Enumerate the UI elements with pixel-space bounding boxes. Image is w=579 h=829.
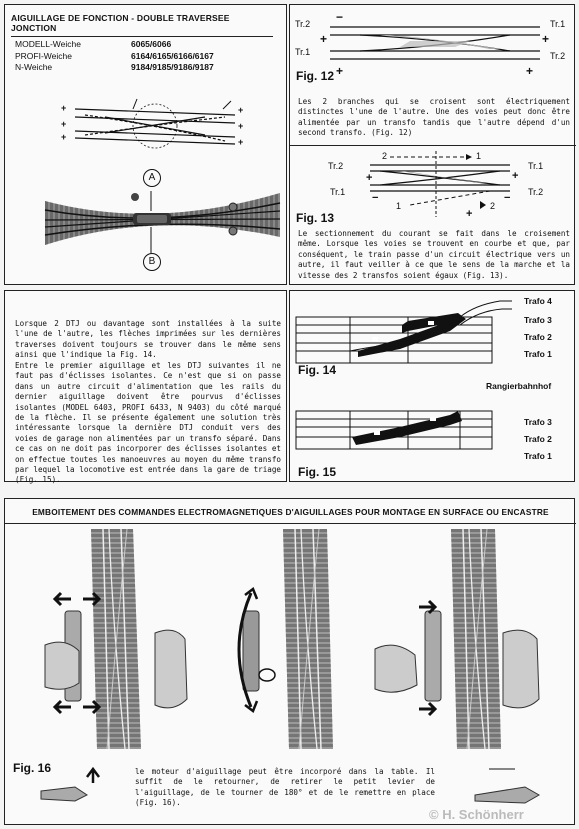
svg-text:−: − [336,10,344,24]
svg-text:−: − [504,192,511,204]
svg-text:+: + [238,105,244,115]
fig13-label: Fig. 13 [296,211,335,225]
svg-text:+: + [238,121,244,131]
marker-a: A [143,169,161,187]
fig13-num1-top: 1 [476,151,482,161]
svg-text:+: + [320,32,328,46]
rangierbahnhof-label: Rangierbahnhof [486,381,552,391]
section2-paragraph-1: Lorsque 2 DTJ ou davantage sont installées à la suite l'une de l'autre, les flèches imprimées sur les dernières traverses doivent toujours se trouver dans le même sens ainsi que l'indique la Fig. 14. [15,319,281,360]
fig15-trafo3: Trafo 3 [524,417,552,427]
fig14-trafo1: Trafo 1 [524,349,552,359]
model-name: PROFI-Weiche [15,50,72,61]
model-code: 9184/9185/9186/9187 [131,62,214,72]
svg-text:+: + [238,137,244,147]
model-name: MODELL-Weiche [15,39,81,49]
model-code: 6164/6165/6166/6167 [131,50,214,61]
svg-text:−: − [372,192,379,204]
fig13-tr2-right: Tr.2 [528,187,544,197]
fig13-tr1-right: Tr.1 [528,161,544,171]
track-photo [5,5,288,286]
svg-text:+: + [526,64,534,78]
fig14-trafo3: Trafo 3 [524,315,552,325]
svg-text:+: + [542,32,550,46]
fig13-tr2-left: Tr.2 [328,161,344,171]
fig15-label: Fig. 15 [298,465,337,479]
svg-text:+: + [466,208,473,220]
section2-left-panel [4,290,287,485]
section1-title: AIGUILLAGE DE FONCTION - DOUBLE TRAVERSEE JONCTION [11,13,273,37]
section2-paragraph-2: Entre le premier aiguillage et les DTJ suivantes il ne faut pas d'éclisses isolantes. Ce n'est que si on passe dans un autre circuit d'alimentation que les rails du dernier aiguillage doivent être pourvus d'éclisses isolantes (MODEL 6403, PROFI 6433, N 9403) du côté marqué de la flèche. Il se présente également une solution très intéressante lorsque la dernière DTJ conduit vers des voies de garage non alimentées par un transfo séparé. Dans ce cas on ne doit pas incorporer des éclisses isolantes et on effectue toutes les manoeuvres au moyen du même transfo par lequel la locomotive est entrée dans la gare de triage (Fig. 15). [15,361,281,485]
fig13-num1-bottom: 1 [396,201,402,211]
model-code: 6065/6066 [131,39,172,49]
svg-text:+: + [61,132,67,142]
svg-text:+: + [336,64,344,78]
section1-left-panel [4,4,287,285]
fig15-trafo2: Trafo 2 [524,434,552,444]
svg-text:+: + [366,172,373,184]
fig15-trafo1: Trafo 1 [524,451,552,461]
fig12-text: Les 2 branches qui se croisent sont électriquement distinctes l'une de l'autre. Une des voies peut donc être alimentée par un transfo tandis que l'autre dépend d'un second transfo. (Fig. 12) [298,97,570,138]
fig12-tr1-left: Tr.1 [295,47,311,57]
fig14-trafo2: Trafo 2 [524,332,552,342]
model-name: N-Weiche [15,62,53,72]
fig13-text: Le sectionnement du courant se fait dans le croisement même. Lorsque les voies se trouvent en courbe et que, par conséquent, le train passe d'un circuit électrique vers un autre, il faut veiller à ce que le sens de la marche et la vitesse des 2 transfos soient égaux (Fig. 13). [298,229,570,280]
fig13-num2-bottom: 2 [490,201,496,211]
svg-text:+: + [61,119,67,129]
marker-b: B [143,253,161,271]
fig16-label: Fig. 16 [13,761,52,775]
svg-text:+: + [512,170,519,182]
section1-right-panel [289,4,575,285]
section2-right-panel [289,290,575,482]
fig14-trafo4: Trafo 4 [524,296,552,306]
watermark: © H. Schönherr [429,807,524,822]
section3-panel [4,498,575,825]
fig14-label: Fig. 14 [298,363,337,377]
fig12-tr2-left: Tr.2 [295,19,311,29]
section3-title: EMBOITEMENT DES COMMANDES ELECTROMAGNETIQUES D'AIGUILLAGES POUR MONTAGE EN SURFACE OU ENCASTRE [5,507,576,524]
fig12-label: Fig. 12 [296,69,335,83]
fig12-tr2-right: Tr.2 [550,51,566,61]
fig13-num2: 2 [382,151,388,161]
fig12-tr1-right: Tr.1 [550,19,566,29]
fig13-diagram [290,5,576,235]
svg-text:+: + [61,103,67,113]
fig16-text: le moteur d'aiguillage peut être incorporé dans la table. Il suffit de le retourner, de retirer le petit levier de l'aiguillage, de le tourner de 180° et de le remettre en place (Fig. 16). [135,767,435,808]
fig13-tr1-left: Tr.1 [330,187,346,197]
